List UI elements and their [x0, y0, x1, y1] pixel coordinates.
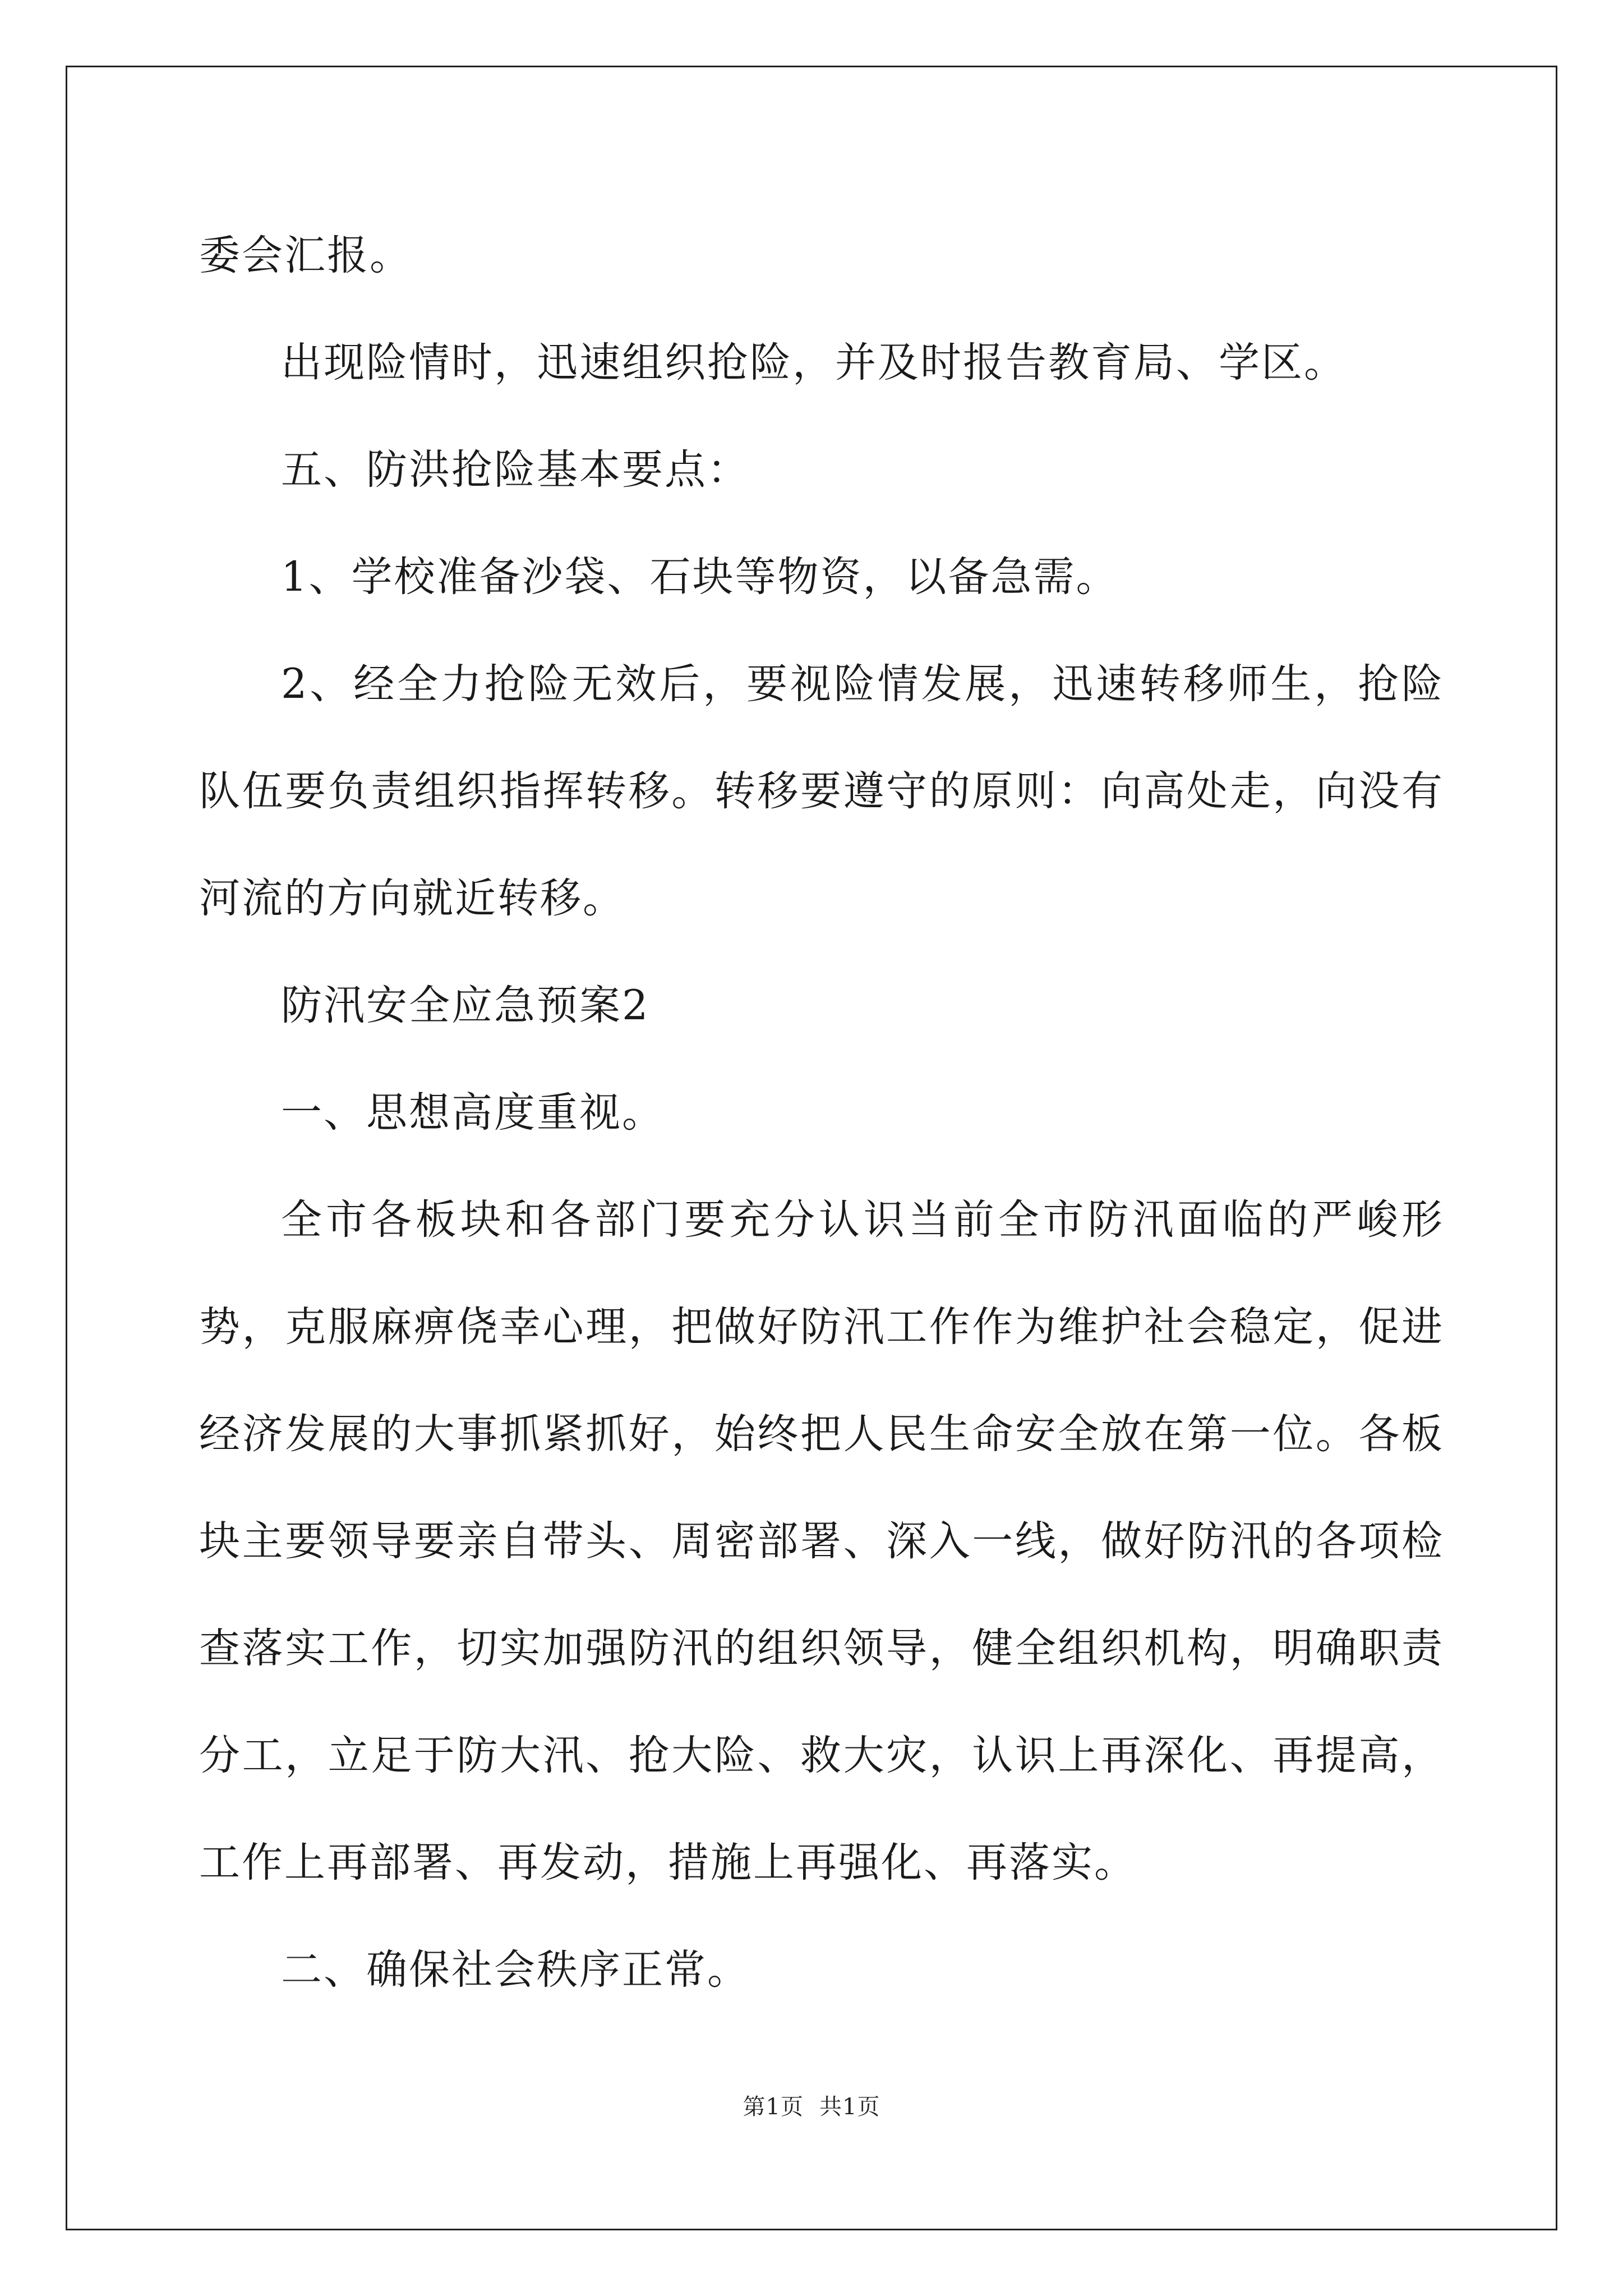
list-item: 1、学校准备沙袋、石块等物资，以备急需。: [281, 553, 1119, 601]
document-body: [199, 202, 1444, 2023]
page-total: 共1页: [819, 2094, 880, 2120]
paragraph: 全市各板块和各部门要充分认识当前全市防汛面临的严峻形势，克服麻痹侥幸心理，把做好防汛工作作为维护社会稳定，促进经济发展的大事抓紧抓好，始终把人民生命安全放在第一位。各板块主要领导要亲自带头、周密部署、深入一线，做好防汛的各项检查落实工作，切实加强防汛的组织领导，健全组织机构，明确职责分工，立足于防大汛、抢大险、救大灾，认识上再深化、再提高，工作上再部署、再发动，措施上再强化、再落实。: [199, 1196, 1444, 1887]
paragraph: 出现险情时，迅速组织抢险，并及时报告教育局、学区。: [281, 339, 1347, 386]
section-heading: 二、确保社会秩序正常。: [281, 1946, 750, 1994]
section-heading: 五、防洪抢险基本要点：: [281, 446, 750, 494]
paragraph-continuation: 委会汇报。: [199, 232, 412, 279]
section-heading: 一、思想高度重视。: [281, 1089, 665, 1137]
page-number: 第1页: [743, 2094, 804, 2120]
list-item: 2、经全力抢险无效后，要视险情发展，迅速转移师生，抢险队伍要负责组织指挥转移。转移要遵守的原则：向高处走，向没有河流的方向就近转移。: [199, 660, 1444, 922]
document-title: 防汛安全应急预案2: [281, 982, 650, 1029]
page-footer: [0, 2090, 1623, 2124]
